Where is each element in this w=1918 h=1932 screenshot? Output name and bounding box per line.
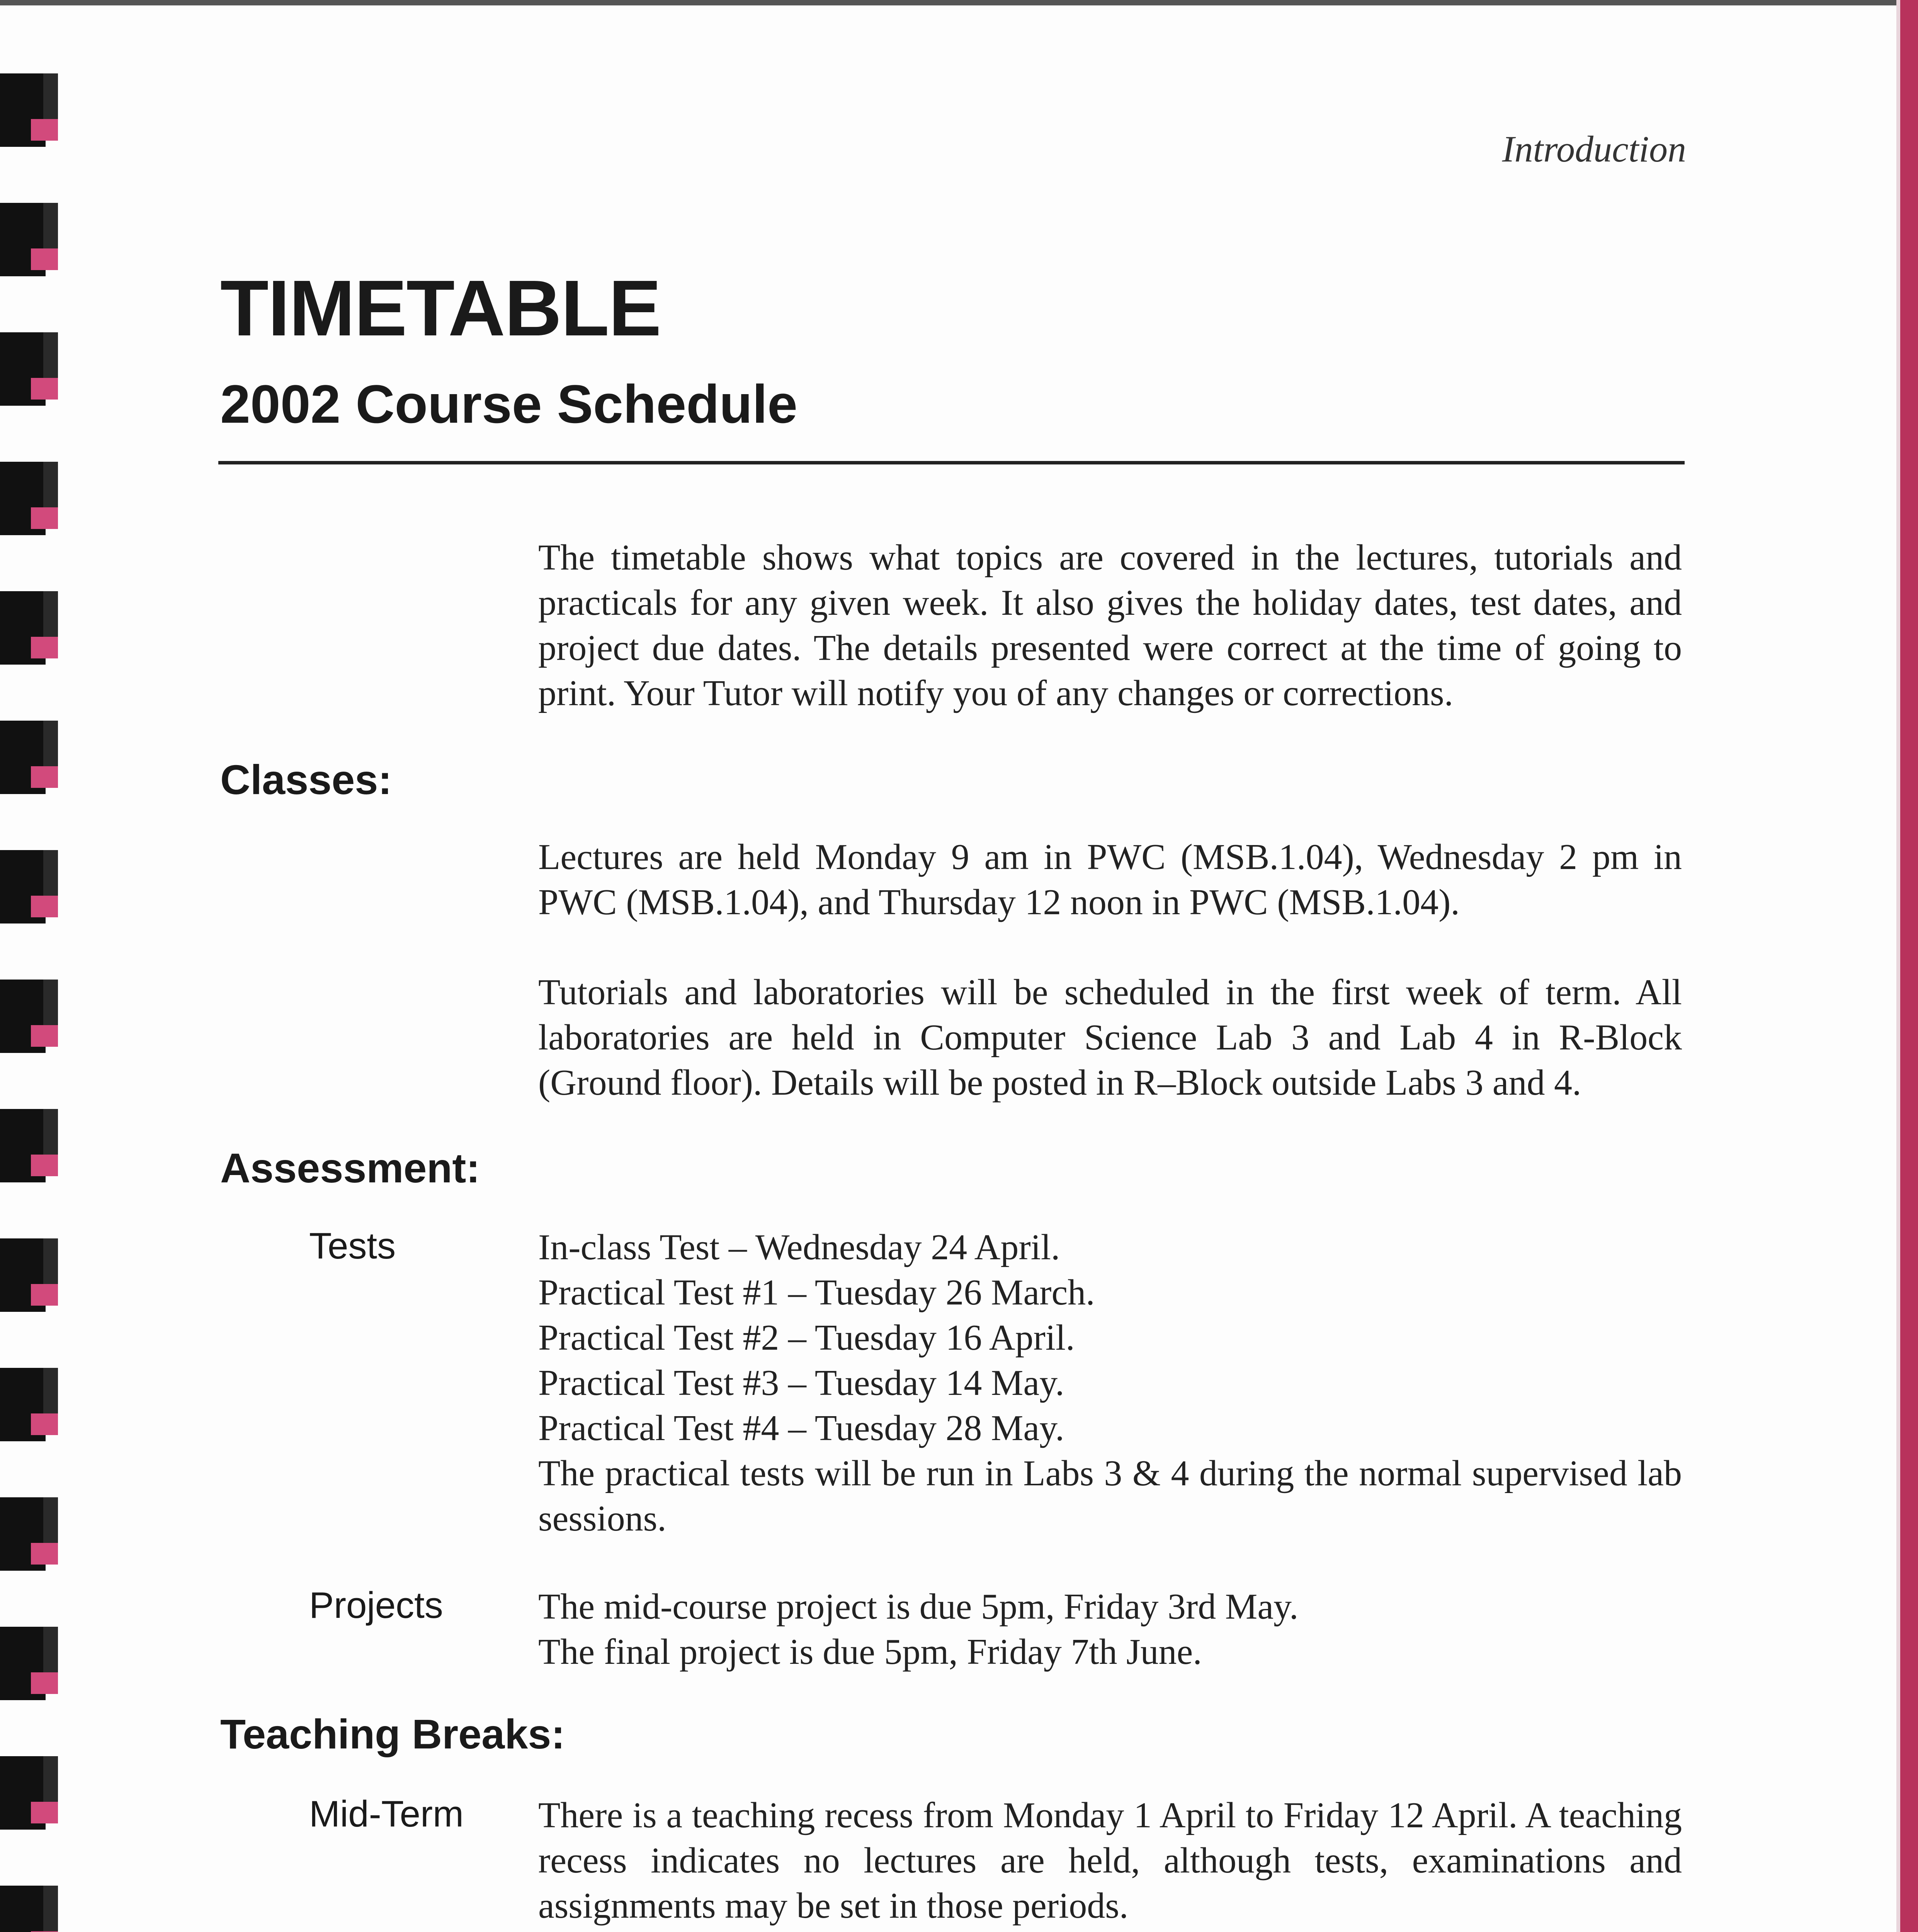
page-right-edge-inner <box>1896 0 1900 1932</box>
midterm-label: Mid-Term <box>309 1793 464 1835</box>
tests-label: Tests <box>309 1225 396 1267</box>
binding-ring <box>0 1497 58 1571</box>
test-item: In-class Test – Wednesday 24 April. <box>538 1227 1060 1267</box>
binder-cover-edge <box>1900 0 1918 1932</box>
midterm-paragraph: There is a teaching recess from Monday 1 April to Friday 12 April. A teaching recess indicates no lectures are held, although tests, examinations and assignments may be set in those periods. <box>538 1795 1682 1926</box>
tests-note: The practical tests will be run in Labs 3 & 4 during the normal supervised lab sessions. <box>538 1453 1682 1539</box>
tutorials-paragraph: Tutorials and laboratories will be scheduled in the first week of term. All laboratories are held in Computer Science Lab 3 and Lab 4 in R-Block (Ground floor). Details will be posted in R–Block outside Labs 3 and 4. <box>538 972 1682 1103</box>
project-item: The mid-course project is due 5pm, Friday 3rd May. <box>538 1587 1299 1627</box>
test-item: Practical Test #1 – Tuesday 26 March. <box>538 1272 1095 1313</box>
test-item: Practical Test #4 – Tuesday 28 May. <box>538 1408 1064 1448</box>
test-item: Practical Test #3 – Tuesday 14 May. <box>538 1363 1064 1403</box>
title-rule <box>218 461 1685 464</box>
binding-ring <box>0 1238 58 1312</box>
running-header: Introduction <box>1502 128 1686 170</box>
classes-heading: Classes: <box>220 756 392 803</box>
tests-list <box>538 1225 1682 1541</box>
binding-ring <box>0 591 58 665</box>
binding-ring <box>0 73 58 147</box>
binding-ring <box>0 462 58 535</box>
intro-paragraph: The timetable shows what topics are covered in the lectures, tutorials and practicals for any given week. It also gives the holiday dates, test dates, and project due dates. The details presented were correct at the time of going to print. Your Tutor will notify you of any changes or corrections. <box>538 537 1682 713</box>
binding-ring <box>0 1109 58 1182</box>
binding-ring <box>0 332 58 406</box>
binding-ring <box>0 721 58 794</box>
binding-ring <box>0 1627 58 1700</box>
lectures-paragraph: Lectures are held Monday 9 am in PWC (MSB.1.04), Wednesday 2 pm in PWC (MSB.1.04), and Thursday 12 noon in PWC (MSB.1.04). <box>538 837 1682 922</box>
binding-ring <box>0 850 58 923</box>
binding-ring <box>0 1886 58 1932</box>
binding-ring <box>0 203 58 276</box>
binding-ring <box>0 980 58 1053</box>
page-title: TIMETABLE <box>220 264 661 352</box>
projects-label: Projects <box>309 1585 443 1626</box>
test-item: Practical Test #2 – Tuesday 16 April. <box>538 1318 1075 1358</box>
project-item: The final project is due 5pm, Friday 7th June. <box>538 1632 1202 1672</box>
spiral-binding <box>0 0 66 1932</box>
projects-list <box>538 1584 1682 1675</box>
page-subtitle: 2002 Course Schedule <box>220 374 797 434</box>
binding-ring <box>0 1756 58 1830</box>
binding-ring <box>0 1368 58 1441</box>
page-top-edge <box>0 0 1918 5</box>
assessment-heading: Assessment: <box>220 1145 480 1191</box>
teaching-breaks-heading: Teaching Breaks: <box>220 1711 565 1757</box>
